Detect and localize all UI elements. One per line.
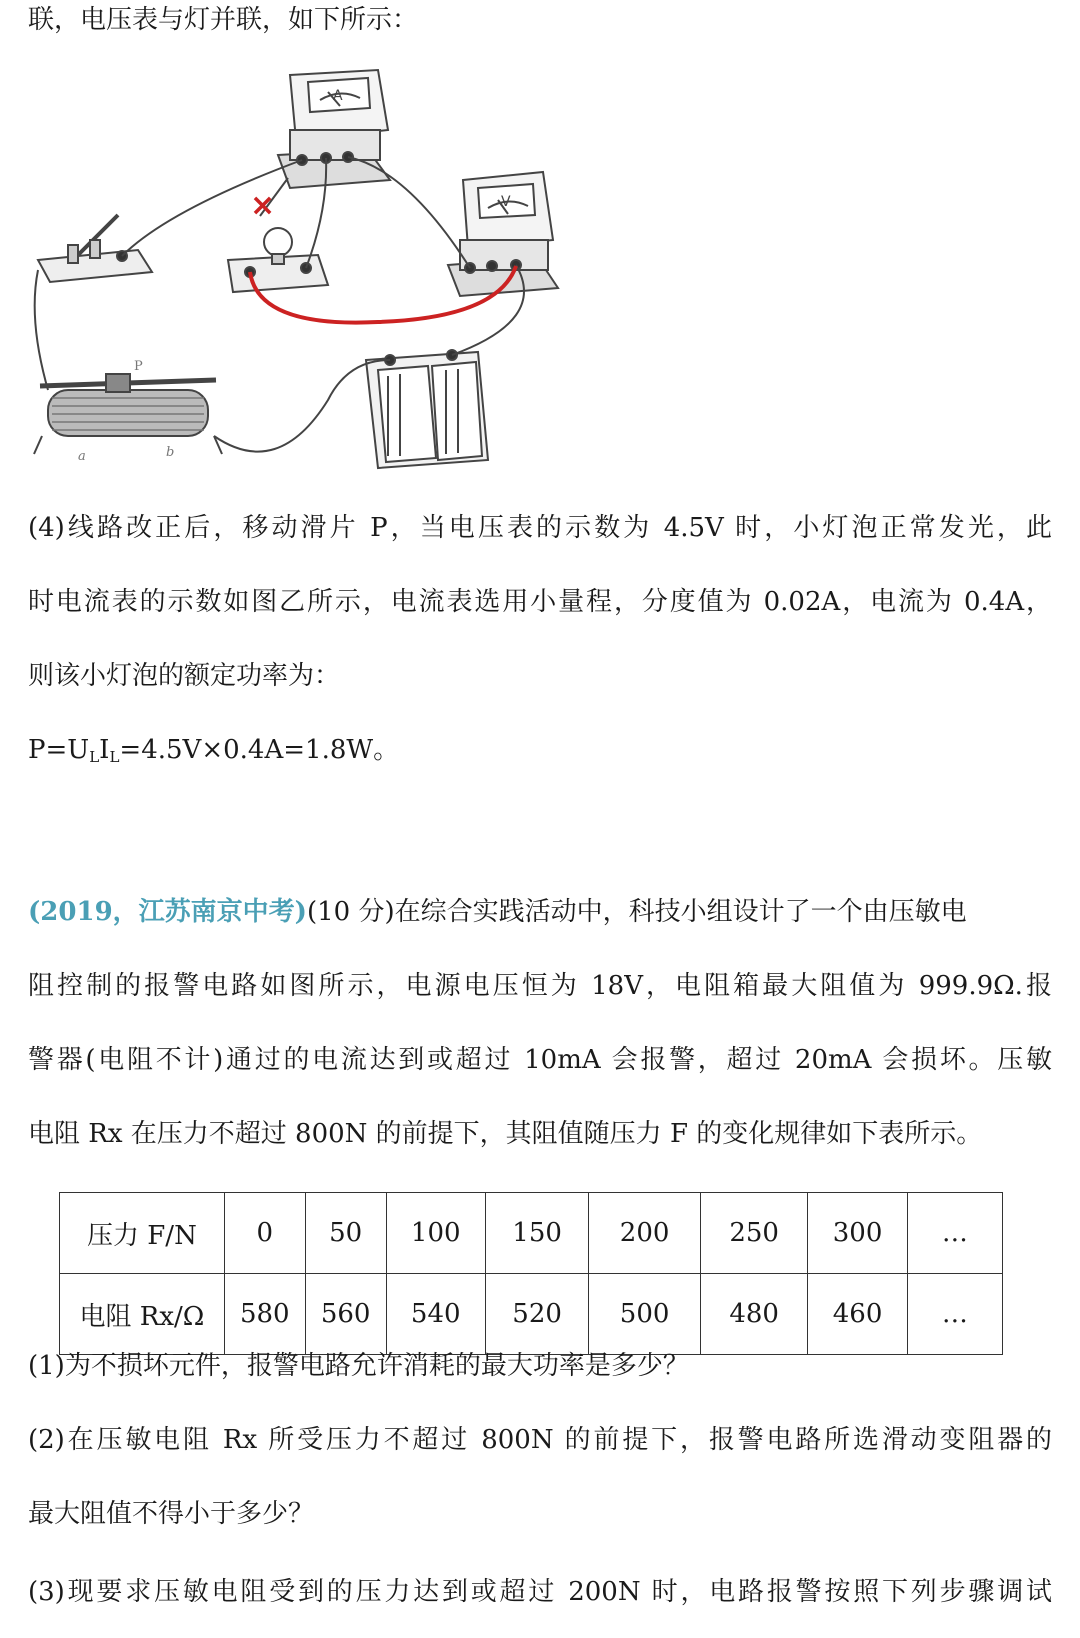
table-cell: 250 bbox=[700, 1193, 808, 1274]
problem-line-3: 警器(电阻不计)通过的电流达到或超过 10mA 会报警，超过 20mA 会损坏。压敏 bbox=[28, 1045, 1052, 1075]
question-1: (1)为不损坏元件，报警电路允许消耗的最大功率是多少？ bbox=[28, 1351, 689, 1381]
pressure-resistance-table bbox=[59, 1192, 1003, 1355]
question-2b: 最大阻值不得小于多少？ bbox=[28, 1499, 315, 1529]
battery-icon bbox=[366, 350, 488, 468]
table-cell: … bbox=[907, 1193, 1002, 1274]
end-b-label: b bbox=[166, 445, 175, 460]
table-cell: 200 bbox=[589, 1193, 701, 1274]
text-line-4a: (4)线路改正后，移动滑片 P，当电压表的示数为 4.5V 时，小灯泡正常发光，此 bbox=[28, 513, 1052, 543]
problem-line-2: 阻控制的报警电路如图所示，电源电压恒为 18V，电阻箱最大阻值为 999.9Ω.报 bbox=[28, 971, 1052, 1001]
table-cell: 电阻 Rx/Ω bbox=[60, 1274, 225, 1355]
problem-header: (2019，江苏南京中考)(10 分)在综合实践活动中，科技小组设计了一个由压敏电 bbox=[28, 897, 967, 927]
table-row-resistance bbox=[60, 1274, 1003, 1355]
table-cell: 480 bbox=[700, 1274, 808, 1355]
table-row-pressure bbox=[60, 1193, 1003, 1274]
problem-line-4: 电阻 Rx 在压力不超过 800N 的前提下，其阻值随压力 F 的变化规律如下表所示。 bbox=[28, 1119, 983, 1149]
table-cell: 100 bbox=[386, 1193, 485, 1274]
ammeter-label: A bbox=[333, 88, 343, 104]
table-cell: 50 bbox=[305, 1193, 386, 1274]
table-cell: 580 bbox=[224, 1274, 305, 1355]
text-line-4c: 则该小灯泡的额定功率为： bbox=[28, 661, 341, 691]
table-cell: 540 bbox=[386, 1274, 485, 1355]
text-line-4b: 时电流表的示数如图乙所示，电流表选用小量程，分度值为 0.02A，电流为 0.4A， bbox=[28, 587, 1052, 617]
text-line-intro: 联，电压表与灯并联，如下所示： bbox=[28, 5, 419, 35]
slider-label: P bbox=[134, 359, 143, 374]
end-a-label: a bbox=[78, 449, 86, 464]
table-cell: 560 bbox=[305, 1274, 386, 1355]
voltmeter-icon bbox=[448, 172, 558, 296]
circuit-diagram bbox=[28, 60, 588, 500]
table-cell: 0 bbox=[224, 1193, 305, 1274]
table-cell: 520 bbox=[485, 1274, 588, 1355]
table-cell: 460 bbox=[808, 1274, 907, 1355]
voltmeter-label: V bbox=[501, 194, 511, 210]
table-cell: 300 bbox=[808, 1193, 907, 1274]
question-3: (3)现要求压敏电阻受到的压力达到或超过 200N 时，电路报警按照下列步骤调试 bbox=[28, 1577, 1052, 1607]
question-2a: (2)在压敏电阻 Rx 所受压力不超过 800N 的前提下，报警电路所选滑动变阻器的 bbox=[28, 1425, 1052, 1455]
cross-mark: × bbox=[250, 188, 276, 223]
table-cell: … bbox=[907, 1274, 1002, 1355]
table-cell: 150 bbox=[485, 1193, 588, 1274]
rheostat-icon bbox=[34, 374, 222, 454]
table-cell: 500 bbox=[589, 1274, 701, 1355]
source-citation: (2019，江苏南京中考) bbox=[28, 897, 307, 927]
table-cell: 压力 F/N bbox=[60, 1193, 225, 1274]
switch-icon bbox=[38, 215, 152, 282]
lamp-icon bbox=[228, 228, 328, 292]
formula-line: $P=U_LI_L=4.5V\times 0.4A=1.8W$。 bbox=[28, 735, 400, 766]
